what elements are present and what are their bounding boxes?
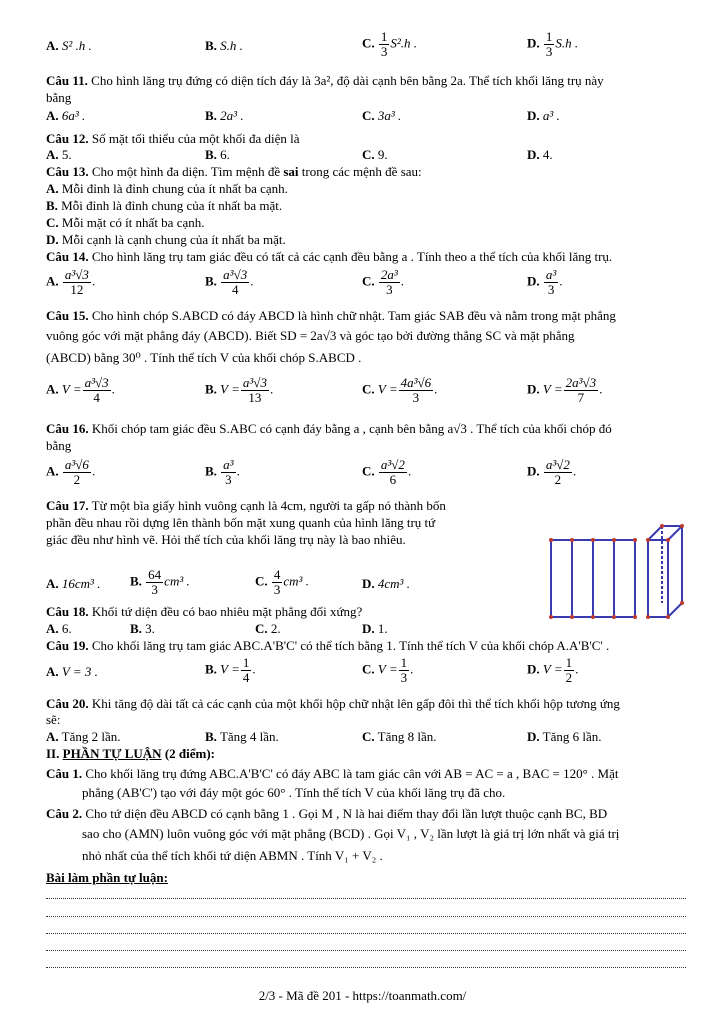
q11-stem: Câu 11. Cho hình lăng trụ đứng có diện tích đáy là 3a², độ dài cạnh bên bằng 2a. Thể tích khối lăng trụ này	[46, 73, 604, 88]
q17-option-a: A. 16cm³ .	[46, 576, 101, 591]
q16-stem-2: bằng	[46, 438, 72, 453]
essay-q2-line-2: sao cho (AMN) luôn vuông góc với mặt phẳng (BCD) . Gọi V₁ , V₂ lần lượt là giá trị lớn nhất và giá trị	[82, 826, 620, 841]
q11-option-d: D. a³ .	[527, 108, 560, 123]
q18-option-a: A. 6.	[46, 621, 72, 636]
q12-option-c: C. 9.	[362, 147, 388, 162]
q19-option-c: C. V = $\frac{1}{3}$ .	[362, 655, 414, 685]
answer-line[interactable]	[46, 898, 686, 899]
q14-option-d: D. $\frac{\text{a³}}{3}$ .	[527, 267, 563, 297]
page-footer: 2/3 - Mã đề 201 - https://toanmath.com/	[258, 988, 467, 1003]
q15-option-d: D. V = $\frac{\text{2a³√3}}{7}$ .	[527, 375, 603, 405]
q10-option-c: C. $\frac{1}{3}$ S².h .	[362, 29, 418, 59]
q20-stem: Câu 20. Khi tăng độ dài tất cả các cạnh của một khối hộp chữ nhật lên gấp đôi thì thể tích khối hộp tương ứng	[46, 696, 620, 711]
q17-stem-2: phần đều nhau rồi dựng lên thành bốn mặt xung quanh của hình lăng trụ tứ	[46, 515, 436, 530]
q10-option-d: D. $\frac{1}{3}$ S.h .	[527, 29, 579, 59]
q13-option-d: D. Mỗi cạnh là cạnh chung của ít nhất ba mặt.	[46, 232, 286, 247]
q10-option-a: A. S² .h .	[46, 38, 92, 53]
q14-stem: Câu 14. Cho hình lăng trụ tam giác đều có tất cả các cạnh đều bằng a . Tính theo a thể tích của khối lăng trụ.	[46, 249, 613, 264]
q15-stem-3: (ABCD) bằng 30⁰ . Tính thể tích V của khối chóp S.ABCD .	[46, 350, 362, 365]
q19-option-b: B. V = $\frac{1}{4}$ .	[205, 655, 256, 685]
q18-option-d: D. 1.	[362, 621, 388, 636]
q18-option-c: C. 2.	[255, 621, 281, 636]
q14-option-c: C. $\frac{\text{2a³}}{3}$ .	[362, 267, 405, 297]
q16-option-b: B. $\frac{\text{a³}}{3}$ .	[205, 457, 240, 487]
q18-option-b: B. 3.	[130, 621, 155, 636]
q19-option-a: A. V = 3 .	[46, 664, 98, 679]
q15-option-b: B. V = $\frac{\text{a³√3}}{13}$ .	[205, 375, 274, 405]
answer-line[interactable]	[46, 933, 686, 934]
answer-line[interactable]	[46, 950, 686, 951]
q12-option-a: A. 5.	[46, 147, 72, 162]
answer-line[interactable]	[46, 916, 686, 917]
answer-section-title: Bài làm phần tự luận:	[46, 870, 168, 885]
q15-stem-2: vuông góc với mặt phẳng đáy (ABCD). Biết SD = 2a√3 và góc tạo bởi đường thẳng SC và mặt phẳng	[46, 328, 575, 343]
q20-option-b: B. Tăng 4 lần.	[205, 729, 279, 744]
q12-option-d: D. 4.	[527, 147, 553, 162]
q13-option-b: B. Mỗi đỉnh là đỉnh chung của ít nhất ba mặt.	[46, 198, 283, 213]
q20-option-c: C. Tăng 8 lần.	[362, 729, 437, 744]
q15-option-c: C. V = $\frac{\text{4a³√6}}{3}$ .	[362, 375, 438, 405]
q10-option-b: B. S.h .	[205, 38, 243, 53]
q14-option-b: B. $\frac{\text{a³√3}}{4}$ .	[205, 267, 254, 297]
q11-option-a: A. 6a³ .	[46, 108, 86, 123]
q14-option-a: A. $\frac{\text{a³√3}}{12}$ .	[46, 267, 96, 297]
q17-stem-1: Câu 17. Từ một bìa giấy hình vuông cạnh là 4cm, người ta gấp nó thành bốn	[46, 498, 446, 513]
q17-option-d: D. 4cm³ .	[362, 576, 410, 591]
q16-option-d: D. $\frac{\text{a³√2}}{2}$ .	[527, 457, 577, 487]
q13-option-a: A. Mỗi đỉnh là đỉnh chung của ít nhất ba cạnh.	[46, 181, 288, 196]
q12-option-b: B. 6.	[205, 147, 230, 162]
q19-stem: Câu 19. Cho khối lăng trụ tam giác ABC.A'B'C' có thể tích bằng 1. Tính thể tích V của khối chóp A.A'B'C' .	[46, 638, 610, 653]
q16-option-c: C. $\frac{\text{a³√2}}{6}$ .	[362, 457, 412, 487]
q17-stem-3: giác đều như hình vẽ. Hỏi thể tích của khối lăng trụ này là bao nhiêu.	[46, 532, 406, 547]
q11-option-b: B. 2a³ .	[205, 108, 244, 123]
q12-stem: Câu 12. Số mặt tối thiểu của một khối đa diện là	[46, 131, 300, 146]
q11-option-c: C. 3a³ .	[362, 108, 402, 123]
q13-stem: Câu 13. Cho một hình đa diện. Tìm mệnh đề sai trong các mệnh đề sau:	[46, 164, 422, 179]
q20-option-d: D. Tăng 6 lần.	[527, 729, 602, 744]
q20-option-a: A. Tăng 2 lần.	[46, 729, 121, 744]
part2-title: II. PHẦN TỰ LUẬN (2 điểm):	[46, 746, 216, 761]
q15-option-a: A. V = $\frac{\text{a³√3}}{4}$ .	[46, 375, 115, 405]
q11-stem-2: bằng	[46, 90, 72, 105]
essay-q1-line-2: phẳng (AB'C') tạo với đáy một góc 60° . Tính thể tích V của khối lăng trụ đã cho.	[82, 785, 506, 800]
q13-option-c: C. Mỗi mặt có ít nhất ba cạnh.	[46, 215, 205, 230]
q20-stem-2: sẽ:	[46, 712, 61, 727]
q16-stem: Câu 16. Khối chóp tam giác đều S.ABC có cạnh đáy bằng a , cạnh bên bằng a√3 . Thể tích của khối chóp đó	[46, 421, 612, 436]
essay-q1-line-1: Câu 1. Cho khối lăng trụ đứng ABC.A'B'C' có đáy ABC là tam giác cân với AB = AC = a , BAC = 120° . Mặt	[46, 766, 619, 781]
essay-q2-line-1: Câu 2. Cho tứ diện đều ABCD có cạnh bằng 1 . Gọi M , N là hai điểm thay đổi lần lượt thuộc cạnh BC, BD	[46, 806, 608, 821]
q17-option-b: B. $\frac{64}{3}$ cm³ .	[130, 567, 190, 597]
answer-line[interactable]	[46, 967, 686, 968]
q16-option-a: A. $\frac{\text{a³√6}}{2}$ .	[46, 457, 96, 487]
essay-q2-line-3: nhỏ nhất của thể tích khối tứ diện ABMN . Tính V₁ + V₂ .	[82, 848, 383, 863]
q19-option-d: D. V = $\frac{1}{2}$ .	[527, 655, 579, 685]
q17-option-c: C. $\frac{4}{3}$ cm³ .	[255, 567, 309, 597]
q15-stem-1: Câu 15. Cho hình chóp S.ABCD có đáy ABCD là hình chữ nhật. Tam giác SAB đều và nằm trong mặt phẳng	[46, 308, 616, 323]
q18-stem: Câu 18. Khối tứ diện đều có bao nhiêu mặt phẳng đối xứng?	[46, 604, 363, 619]
